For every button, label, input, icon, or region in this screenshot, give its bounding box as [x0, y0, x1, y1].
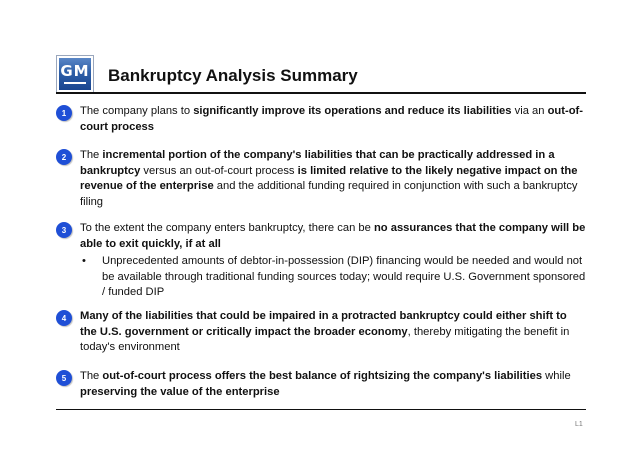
bold-text-segment: out-of-court process [80, 105, 583, 133]
text-segment: The company plans to [80, 105, 194, 117]
bold-text-segment: no assurances that the company will be able to exit quickly, if at all [80, 222, 586, 250]
logo-underline [64, 82, 86, 84]
logo-text: GM [60, 62, 90, 80]
title-divider [56, 92, 586, 94]
footer-divider [56, 409, 586, 410]
item-text [80, 309, 586, 356]
bold-text-segment: preserving the value of the enterprise [80, 385, 280, 398]
number-badge: 5 [56, 370, 72, 386]
number-badge: 4 [56, 310, 72, 326]
bold-text-segment: out-of-court process offers the best balance of rightsizing the company's liabilities [102, 370, 543, 382]
list-item-1 [56, 104, 586, 135]
text-segment: versus an out-of-court process [140, 164, 298, 177]
page-number: L1 [575, 421, 583, 428]
item-text [80, 221, 586, 252]
sub-bullet-text: Unprecedented amounts of debtor-in-possession (DIP) financing would be needed and would not be available through traditional funding sources today; would require U.S. Government sponsored / funded DIP [102, 255, 586, 298]
page-title: Bankruptcy Analysis Summary [108, 66, 358, 85]
text-segment: To the extent the company enters bankruptcy, there can be [80, 222, 374, 234]
list-item-3 [56, 221, 586, 301]
item-text [80, 104, 586, 135]
list-item-4 [56, 309, 586, 356]
bold-text-segment: incremental portion of the company's liabilities that can be practically addressed in a bankruptcy [80, 149, 555, 177]
bold-text-segment: significantly improve its operations and reduce its liabilities [193, 105, 512, 117]
list-item-5 [56, 369, 586, 400]
item-text [80, 369, 586, 400]
text-segment: The [80, 149, 103, 161]
text-segment: while [542, 370, 571, 382]
sub-bullet [80, 254, 586, 301]
text-segment: and the additional funding required in conjunction with such a bankruptcy filing [80, 180, 578, 208]
bullet-dot: • [82, 255, 86, 267]
number-badge: 3 [56, 222, 72, 238]
gm-logo [56, 55, 94, 93]
list-item-2 [56, 148, 586, 210]
text-segment: via an [511, 105, 548, 117]
bold-text-segment: is limited relative to the likely negative impact on the revenue of the enterprise [80, 164, 578, 192]
number-badge: 2 [56, 149, 72, 165]
number-badge: 1 [56, 105, 72, 121]
item-text [80, 148, 586, 210]
text-segment: , thereby mitigating the benefit in today's environment [80, 325, 570, 353]
text-segment: The [80, 370, 103, 382]
bold-text-segment: Many of the liabilities that could be impaired in a protracted bankruptcy could either shift to the U.S. government or critically impact the broader economy [80, 310, 567, 338]
